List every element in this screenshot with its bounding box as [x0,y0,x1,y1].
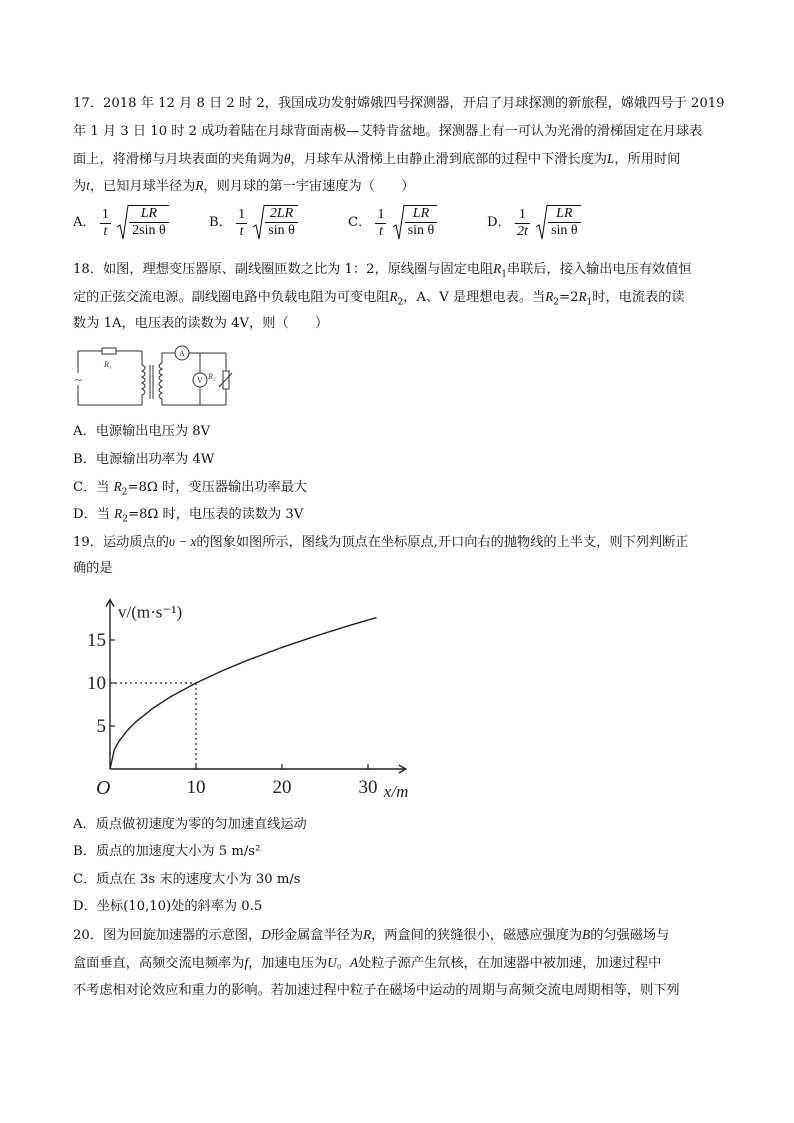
q18-option-b[interactable] [73,450,723,470]
q20-text-2d: 处粒子源产生氘核，在加速器中被加速，加速过程中 [358,956,662,971]
y-tick-label: 15 [87,630,106,651]
radicand-num: LR [556,206,573,221]
sub-2: 2 [122,514,128,525]
coef-den: t [375,223,386,240]
radical-sign [393,205,405,241]
q19-text-2: 确的是 [73,561,113,576]
chart-ticks [87,630,378,798]
q20-line-1 [73,925,723,946]
var-t: t [86,178,90,193]
option-text: 电源输出电压为 8V [95,424,211,439]
option-label: C． [73,480,97,495]
radicand-den: 2sin θ [129,222,169,239]
option-text: 质点做初速度为零的匀加速直线运动 [95,817,307,832]
q20-text-3: 不考虑相对论效应和重力的影响。若加速过程中粒子在磁场中运动的周期与高频交流电周期相等，则下列 [73,983,680,998]
label-r1: R₁ [104,360,112,369]
q17-option-d[interactable] [487,205,581,241]
var-R2: R [545,289,554,304]
sqrt-expression [536,205,581,241]
coef-fraction [375,207,386,240]
x-axis-label: x/m [383,782,409,801]
q19-line-1 [73,532,723,553]
q19-option-d[interactable] [73,897,723,917]
coef-num: 1 [377,206,385,222]
coef-num: 1 [101,206,109,222]
q17-line-3 [73,149,723,170]
var-R1: R [578,289,587,304]
label-r2: R₂ [208,372,216,381]
x-tick-label: 30 [358,777,378,798]
option-label: B． [209,215,232,230]
q18-option-d[interactable] [73,504,723,525]
option-label: B． [73,452,96,467]
primary-wire-top-left [78,351,102,373]
chart-series [110,618,377,769]
x-tick-label: 20 [272,777,292,798]
option-label: A． [73,817,96,832]
sub-2: 2 [121,487,128,498]
secondary-wire-top-left [162,353,175,363]
coef-fraction [515,207,530,240]
radicand-den: sin θ [405,222,438,239]
coef-num: 1 [518,206,526,222]
chart-axes [106,600,406,773]
q17-text-4c: ，则月球的第一宇宙速度为（ ） [203,179,415,194]
var-theta: θ [284,151,291,166]
sqrt-expression [253,205,298,241]
option-text: 质点在 3s 末的速度大小为 30 m/s [96,872,301,887]
radical-sign [117,205,129,241]
origin-label: O [96,777,111,799]
var-B: B [582,927,591,942]
q18-text-1b: 串联后，接入输出电压有效值恒 [507,262,692,277]
q17-text-3b: ，月球车从滑梯上由静止滑到底部的过程中下滑长度为 [290,152,607,167]
q18-option-a[interactable] [73,422,723,442]
var-A: A [349,955,359,970]
var-R2: R [114,506,123,521]
coef-num: 1 [238,206,246,222]
chart-guides [110,683,196,769]
option-label: A． [73,215,96,230]
q20-text-1c: ，两盒间的狭缝很小，磁感应强度为 [371,928,583,943]
q17-text-3a: 面上，将滑梯与月块表面的夹角调为 [73,152,284,167]
radicand-den: sin θ [265,222,298,239]
q19-text-1a: 19．运动质点的 [73,535,169,550]
q20-text-2c: 。 [336,956,350,971]
sub-1: 1 [501,269,507,280]
option-text: =8Ω 时，变压器输出功率最大 [127,480,308,495]
q18-option-c[interactable] [73,477,723,498]
q18-text-2a: 定的正弦交流电源。副线圈电路中负载电阻为可变电阻 [73,290,390,305]
secondary-coil [159,363,162,399]
var-L: L [606,151,615,166]
q19-option-b[interactable] [73,842,723,862]
option-label: C． [348,215,372,230]
coef-den: t [100,223,111,240]
q19-option-a[interactable] [73,815,723,835]
var-R2: R [113,479,122,494]
radicand-num: LR [412,206,430,221]
q18-line-2 [73,287,723,308]
q18-text-2b: ，A、V 是理想电表。当 [403,290,546,305]
q19-line-2 [73,559,723,579]
label-ammeter: A [179,349,185,358]
q20-line-2 [73,953,723,974]
q17-line-4 [73,176,723,197]
y-axis-label: v/(m·s⁻¹) [118,602,183,622]
transformer-circuit-diagram [72,343,232,413]
q17-option-a[interactable] [73,205,169,241]
q18-line-3 [73,314,723,334]
label-voltmeter: V [197,376,203,385]
var-R: R [363,927,372,942]
radicand-num: LR [140,206,158,221]
q20-text-2a: 盒面垂直，高频交流电频率为 [73,956,245,971]
radicand-den: sin θ [548,222,581,239]
option-label: D． [487,215,511,230]
var-R1: R [493,261,502,276]
option-label: D． [73,899,97,914]
var-f: f [244,955,249,970]
y-tick-label: 10 [87,673,106,694]
q18-text-3: 数为 1A，电压表的读数为 4V，则（ ） [73,316,329,331]
var-U: U [327,955,337,970]
option-text: 电源输出功率为 4W [95,452,215,467]
primary-wire-bottom [78,385,142,405]
q19-option-c[interactable] [73,870,723,890]
x-tick-label: 10 [186,777,206,798]
q20-text-1a: 20．图为回旋加速器的示意图， [73,928,262,943]
q17-text-4b: ，已知月球半径为 [89,179,196,194]
radical-sign [536,205,548,241]
coef-den: 2t [516,223,528,239]
q20-text-1b: 形金属盒半径为 [270,928,364,943]
var-R2: R [389,289,398,304]
q20-text-1d: 的匀强磁场与 [590,928,670,943]
coef-fraction [236,207,247,240]
var-R: R [195,178,204,193]
resistor-r1 [102,348,116,354]
sqrt-expression [393,205,438,241]
option-label: D． [73,507,97,522]
option-text-pre: 当 [96,507,115,522]
coef-den: t [236,223,247,240]
secondary-wire-bottom [162,399,226,405]
v-x-graph [80,594,409,809]
radicand-num: 2LR [269,206,294,221]
option-text-pre: 当 [96,480,114,495]
option-text: =8Ω 时，电压表的读数为 3V [127,507,304,522]
q20-line-3 [73,981,723,1001]
q20-text-2b: ，加速电压为 [248,956,328,971]
q18-text-2c: =2 [559,290,579,305]
q17-text-1: 17．2018 年 12 月 8 日 2 时 2，我国成功发射嫦娥四号探测器，开启了月球探测的新旅程，嫦娥四号于 2019 [73,96,725,111]
q18-text-1a: 18．如图，理想变压器原、副线圈匝数之比为 1：2，原线圈与固定电阻 [73,262,494,277]
option-text: 质点的加速度大小为 5 m/s² [95,844,261,859]
coef-fraction [100,207,111,240]
sub-2: 2 [397,297,404,308]
chart-labels [96,603,408,801]
option-label: A． [73,424,96,439]
radical-sign [253,205,265,241]
q17-option-b[interactable] [209,205,298,241]
var-D: D [261,927,271,942]
option-label: B． [73,844,96,859]
parabola-curve [110,618,377,769]
option-text: 坐标(10,10)处的斜率为 0.5 [96,899,263,914]
q17-line-2 [73,122,723,142]
sub-1: 1 [586,297,593,308]
q17-text-2: 年 1 月 3 日 10 时 2 成功着陆在月球背面南极—艾特肯盆地。探测器上有一可认为光滑的滑梯固定在月球表 [73,124,703,139]
q17-option-c[interactable] [348,205,437,241]
y-tick-label: 5 [96,716,106,737]
q18-line-1 [73,259,723,280]
q17-text-4a: 为 [73,179,87,194]
q18-text-2d: 时，电流表的读 [592,290,685,305]
var-v-x: υ − x [168,534,197,549]
sqrt-expression [117,205,169,241]
q17-line-1 [73,94,723,114]
q19-text-1b: 的图象如图所示，图线为顶点在坐标原点,开口向右的抛物线的上半支，则下列判断正 [196,535,689,550]
ac-source-symbol: ~ [75,372,83,387]
option-label: C． [73,872,97,887]
q17-text-3c: ，所用时间 [614,152,681,167]
primary-coil [142,365,145,401]
sub-2: 2 [553,297,560,308]
